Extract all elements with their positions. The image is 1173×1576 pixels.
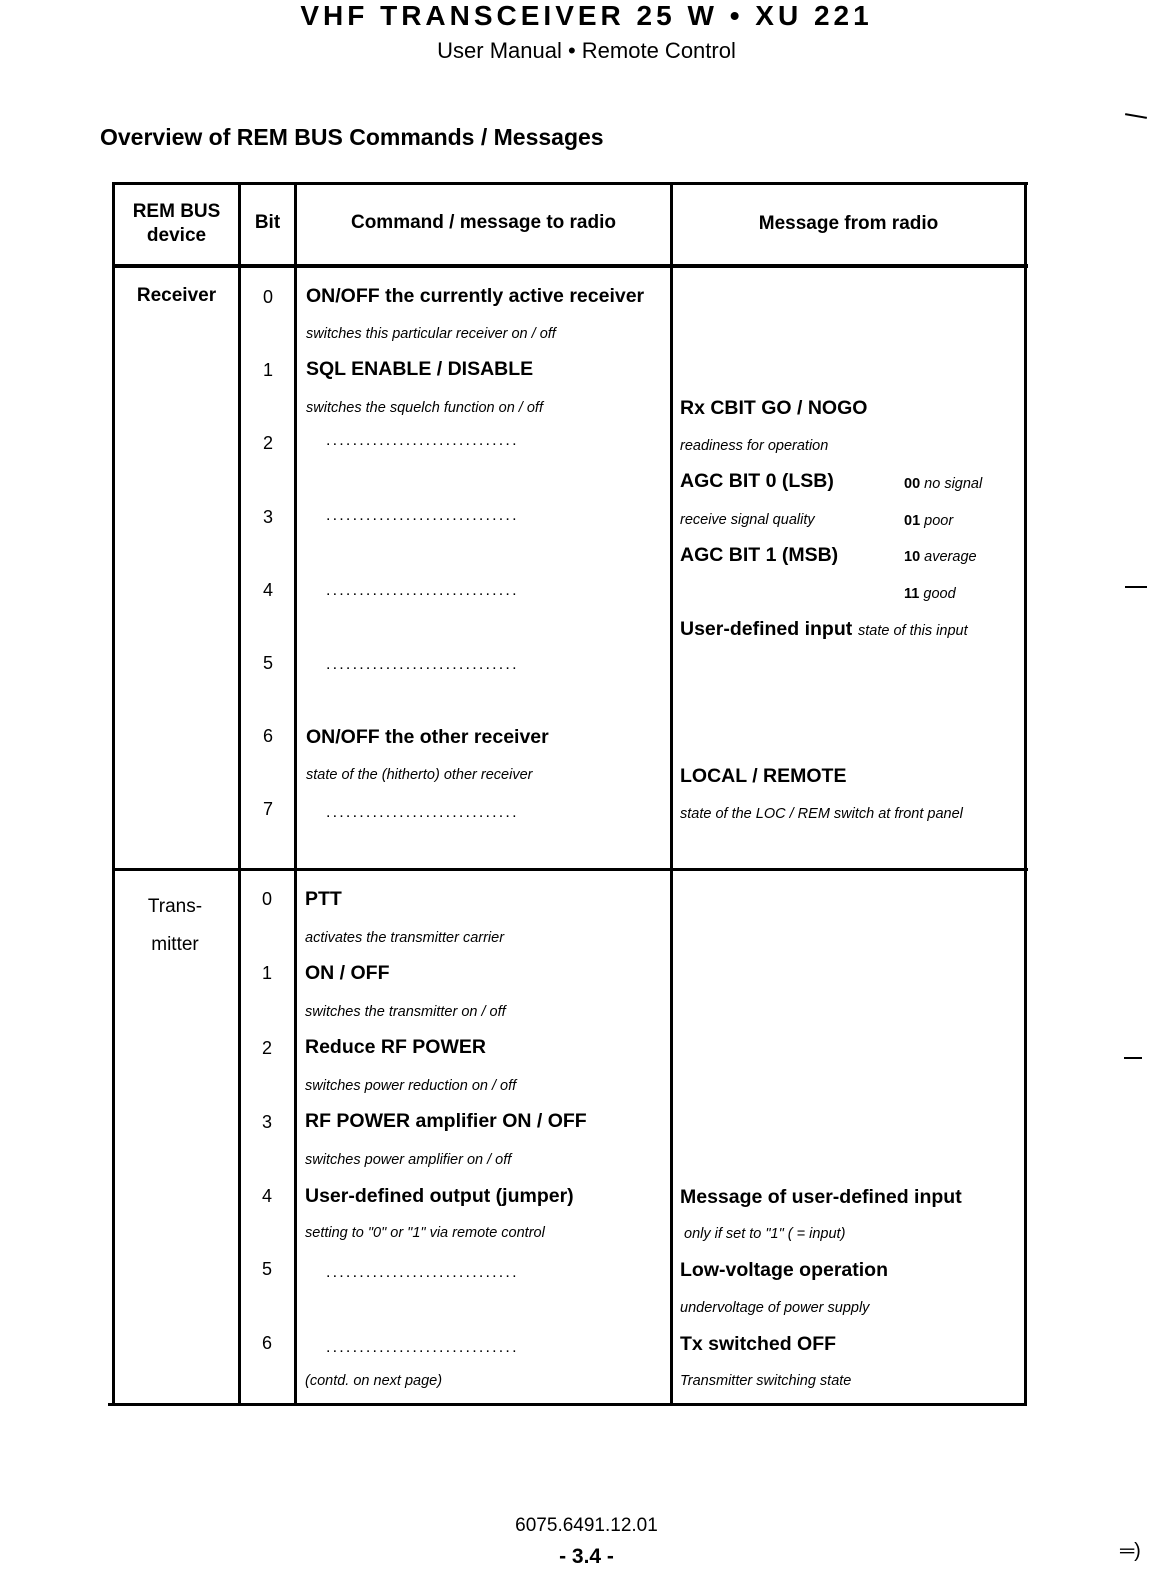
transmitter-cmd-bit3: RF POWER amplifier ON / OFF	[305, 1110, 587, 1132]
device-transmitter	[115, 888, 235, 964]
receiver-bit-3: 3	[262, 507, 273, 527]
receiver-bit-1: 1	[262, 360, 273, 380]
receiver-msg-agc-note: receive signal quality	[680, 512, 815, 528]
receiver-bit-2: 2	[262, 433, 273, 453]
transmitter-bit5-dots: .............................	[326, 1264, 519, 1281]
agc-code-00	[904, 476, 982, 492]
header-message: Message from radio	[758, 213, 939, 234]
receiver-cmd-bit0-note: switches this particular receiver on / off	[306, 326, 556, 342]
table-border-right	[1024, 182, 1027, 1405]
receiver-msg-cbit-note: readiness for operation	[680, 438, 829, 454]
transmitter-bit-6: 6	[261, 1333, 272, 1353]
agc-code-01	[904, 513, 953, 529]
transmitter-msg-low-voltage: Low-voltage operation	[680, 1259, 889, 1281]
header-device	[115, 200, 238, 248]
transmitter-bit-0: 0	[261, 889, 272, 909]
receiver-cmd-bit6: ON/OFF the other receiver	[306, 726, 549, 748]
agc-code-01-value: 01	[904, 513, 921, 529]
receiver-msg-agc1: AGC BIT 1 (MSB)	[680, 544, 839, 566]
margin-mark	[1124, 1057, 1142, 1059]
receiver-bit7-dots: .............................	[326, 804, 519, 821]
agc-code-10-label: average	[924, 549, 977, 565]
transmitter-bit-4: 4	[261, 1186, 272, 1206]
transmitter-cmd-bit1: ON / OFF	[305, 962, 390, 984]
agc-code-10	[904, 549, 977, 565]
document-title: VHF TRANSCEIVER 25 W • XU 221	[300, 0, 873, 31]
transmitter-msg-user: Message of user-defined input	[680, 1186, 962, 1208]
receiver-bit-6: 6	[262, 726, 273, 746]
header-separator	[112, 264, 1028, 268]
transmitter-cmd-bit2: Reduce RF POWER	[305, 1036, 486, 1058]
section-title: Overview of REM BUS Commands / Messages	[100, 124, 604, 150]
margin-mark	[1125, 586, 1147, 588]
transmitter-cmd-bit3-note: switches power amplifier on / off	[305, 1152, 512, 1168]
receiver-cmd-bit6-note: state of the (hitherto) other receiver	[306, 767, 533, 783]
document-subtitle: User Manual • Remote Control	[437, 38, 736, 63]
agc-code-00-value: 00	[904, 476, 921, 492]
group-separator	[112, 868, 1028, 871]
transmitter-contd-note: (contd. on next page)	[305, 1373, 443, 1389]
transmitter-cmd-bit4-note: setting to "0" or "1" via remote control	[305, 1225, 545, 1241]
transmitter-cmd-bit0: PTT	[305, 888, 342, 910]
transmitter-cmd-bit1-note: switches the transmitter on / off	[305, 1004, 506, 1020]
device-transmitter-line1: Trans-	[147, 896, 203, 917]
receiver-msg-user-input-note: state of this input	[858, 623, 968, 639]
document-number: 6075.6491.12.01	[515, 1515, 658, 1536]
page-number: - 3.4 -	[559, 1545, 614, 1568]
col-divider-device	[238, 182, 241, 1405]
receiver-bit-0: 0	[262, 287, 273, 307]
margin-mark	[1125, 113, 1147, 119]
transmitter-cmd-bit4: User-defined output (jumper)	[305, 1185, 574, 1207]
header-command: Command / message to radio	[350, 212, 616, 233]
receiver-cmd-bit1-note: switches the squelch function on / off	[306, 400, 543, 416]
transmitter-bit-2: 2	[261, 1038, 272, 1058]
header-device-line1: REM BUS	[132, 201, 221, 222]
col-divider-command	[670, 182, 673, 1405]
receiver-msg-agc0: AGC BIT 0 (LSB)	[680, 470, 834, 492]
transmitter-bit6-dots: .............................	[326, 1339, 519, 1356]
table-border-bottom	[108, 1403, 1027, 1406]
agc-code-01-label: poor	[924, 513, 954, 529]
agc-code-11-label: good	[923, 586, 956, 602]
transmitter-bit-1: 1	[261, 963, 272, 983]
transmitter-msg-user-note: only if set to "1" ( = input)	[684, 1226, 846, 1242]
receiver-msg-user-input: User-defined input	[680, 618, 853, 640]
transmitter-bit-5: 5	[261, 1259, 272, 1279]
receiver-bit-4: 4	[262, 580, 273, 600]
receiver-bit4-dots: .............................	[326, 582, 519, 599]
transmitter-msg-low-voltage-note: undervoltage of power supply	[680, 1300, 870, 1316]
margin-mark-arrow: ═)	[1120, 1540, 1141, 1562]
transmitter-cmd-bit2-note: switches power reduction on / off	[305, 1078, 517, 1094]
agc-code-00-label: no signal	[924, 476, 983, 492]
header-bit: Bit	[254, 212, 281, 233]
receiver-bit2-dots: .............................	[326, 432, 519, 449]
table-border-top	[112, 182, 1028, 185]
device-receiver: Receiver	[136, 285, 217, 306]
col-divider-bit	[294, 182, 297, 1405]
receiver-msg-local: LOCAL / REMOTE	[680, 765, 847, 787]
table-border-left	[112, 182, 115, 1405]
receiver-msg-local-note: state of the LOC / REM switch at front panel	[680, 806, 963, 822]
transmitter-msg-tx-off: Tx switched OFF	[680, 1333, 837, 1355]
agc-code-10-value: 10	[904, 549, 921, 565]
device-transmitter-line2: mitter	[151, 934, 199, 955]
receiver-cmd-bit0: ON/OFF the currently active receiver	[306, 285, 645, 307]
transmitter-msg-tx-off-note: Transmitter switching state	[680, 1373, 852, 1389]
receiver-cmd-bit1: SQL ENABLE / DISABLE	[306, 358, 534, 380]
transmitter-bit-3: 3	[261, 1112, 272, 1132]
transmitter-cmd-bit0-note: activates the transmitter carrier	[305, 930, 505, 946]
header-device-line2: device	[146, 225, 207, 246]
receiver-bit-5: 5	[262, 653, 273, 673]
receiver-bit-7: 7	[262, 799, 273, 819]
agc-code-11-value: 11	[904, 586, 920, 602]
receiver-bit5-dots: .............................	[326, 656, 519, 673]
receiver-msg-cbit: Rx CBIT GO / NOGO	[680, 397, 868, 419]
receiver-bit3-dots: .............................	[326, 507, 519, 524]
agc-code-11	[904, 586, 956, 602]
